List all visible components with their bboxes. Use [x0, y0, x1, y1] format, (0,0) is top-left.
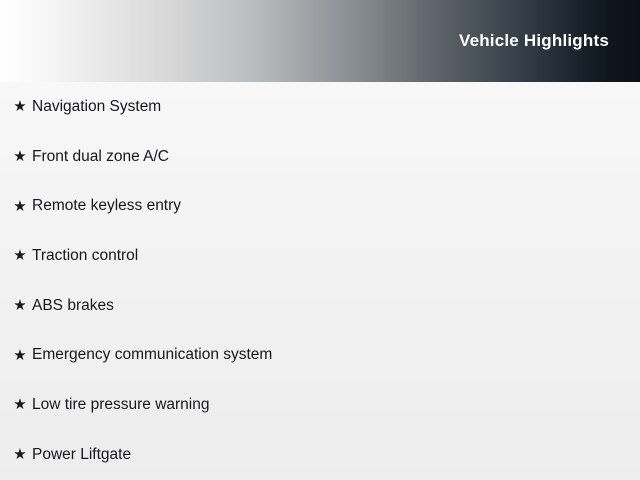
- star-icon: ★: [13, 247, 27, 265]
- list-item: [0, 231, 640, 281]
- list-item: [0, 82, 640, 132]
- star-icon: ★: [13, 346, 27, 364]
- list-item: [0, 181, 640, 231]
- list-item-label: Navigation System: [32, 97, 162, 115]
- list-item: [0, 430, 640, 480]
- list-item-label: ABS brakes: [32, 296, 114, 314]
- list-item: [0, 380, 640, 430]
- page-title: Vehicle Highlights: [458, 31, 609, 50]
- list-item: [0, 330, 640, 380]
- star-icon: ★: [13, 197, 27, 215]
- list-item-label: Emergency communication system: [32, 346, 273, 364]
- list-item-label: Front dual zone A/C: [32, 147, 169, 165]
- list-item: [0, 281, 640, 331]
- star-icon: ★: [13, 396, 27, 414]
- page-header: [0, 0, 640, 82]
- star-icon: ★: [13, 297, 27, 315]
- list-item-label: Low tire pressure warning: [32, 395, 210, 413]
- star-icon: ★: [13, 446, 27, 464]
- highlights-list: [0, 82, 640, 480]
- list-item-label: Power Liftgate: [32, 445, 132, 463]
- list-item-label: Traction control: [32, 246, 139, 264]
- list-item: [0, 132, 640, 182]
- star-icon: ★: [13, 98, 27, 116]
- list-item-label: Remote keyless entry: [32, 197, 182, 215]
- star-icon: ★: [13, 148, 27, 166]
